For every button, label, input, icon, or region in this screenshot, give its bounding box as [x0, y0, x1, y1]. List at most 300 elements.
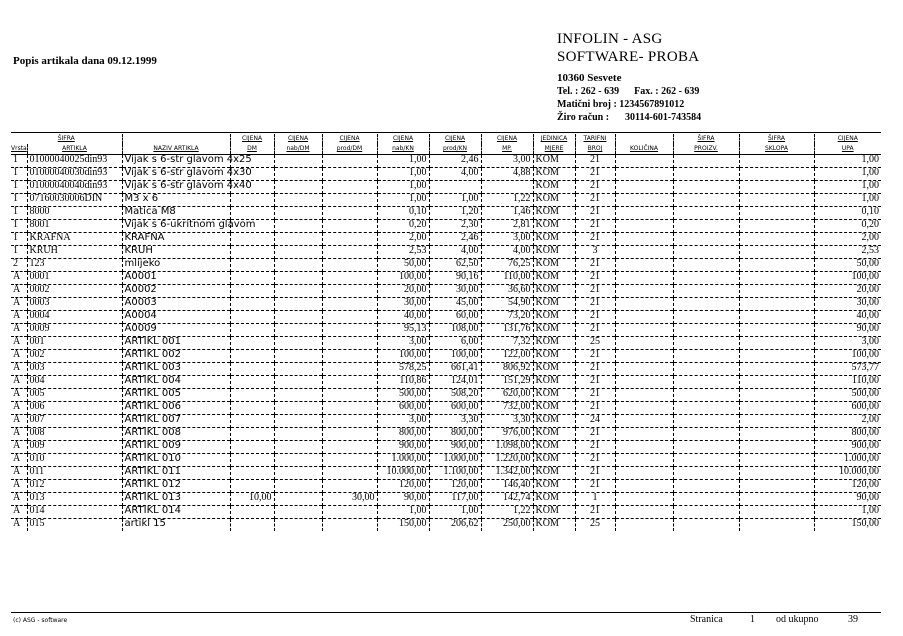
table-row	[11, 337, 881, 350]
cell-nab-kn: 100,00	[377, 350, 429, 363]
cell-sifra: 006	[27, 402, 122, 415]
cell-vrsta: 1	[11, 155, 27, 168]
cell-nab-kn: 3,00	[377, 337, 429, 350]
cell-dm	[230, 311, 274, 324]
cell-dm	[230, 415, 274, 428]
cell-vrsta: A	[11, 389, 27, 402]
cell-prod-dm	[322, 480, 377, 493]
cell-mp: 76,25	[481, 259, 533, 272]
cell-mjera: KOM	[533, 467, 575, 480]
cell-tarif: 21	[575, 259, 615, 272]
cell-tarif: 25	[575, 519, 615, 532]
cell-nab-dm	[274, 233, 322, 246]
cell-prod-dm	[322, 389, 377, 402]
table-row	[11, 454, 881, 467]
cell-nab-kn: 110,86	[377, 376, 429, 389]
table-row	[11, 428, 881, 441]
table-row	[11, 363, 881, 376]
cell-nab-dm	[274, 155, 322, 168]
cell-nab-dm	[274, 467, 322, 480]
cell-sifra: 07160030006DIN	[27, 194, 122, 207]
cell-proiz	[673, 415, 739, 428]
table-row	[11, 194, 881, 207]
cell-mjera: KOM	[533, 272, 575, 285]
cell-mjera: KOM	[533, 246, 575, 259]
cell-upa: 40,00	[814, 311, 881, 324]
cell-tarif: 21	[575, 233, 615, 246]
cell-nab-dm	[274, 428, 322, 441]
cell-nab-dm	[274, 337, 322, 350]
table-row	[11, 493, 881, 506]
cell-tarif: 21	[575, 441, 615, 454]
cell-sklop	[739, 467, 814, 480]
cell-sifra: 0001	[27, 272, 122, 285]
cell-sifra: 01000040025din93	[27, 155, 122, 168]
cell-mjera: KOM	[533, 415, 575, 428]
column-header-top	[122, 134, 230, 144]
cell-prod-dm	[322, 454, 377, 467]
cell-prod-dm	[322, 272, 377, 285]
cell-prod-dm: 30,00	[322, 493, 377, 506]
cell-upa: 573,77	[814, 363, 881, 376]
cell-upa: 2,53	[814, 246, 881, 259]
cell-vrsta: A	[11, 337, 27, 350]
column-header: SKLOPA	[739, 144, 814, 155]
column-header: prod/DM	[322, 144, 377, 155]
cell-sifra: 0004	[27, 311, 122, 324]
cell-prod-dm	[322, 350, 377, 363]
cell-tarif: 21	[575, 207, 615, 220]
cell-prod-kn: 6,00	[429, 337, 481, 350]
cell-proiz	[673, 168, 739, 181]
cell-vrsta: A	[11, 272, 27, 285]
cell-nab-dm	[274, 324, 322, 337]
cell-naziv: ARTIKL 004	[122, 376, 230, 389]
cell-naziv: Vijak s 6-str glavom 4x30	[122, 168, 230, 181]
cell-prod-dm	[322, 168, 377, 181]
cell-prod-kn: 100,00	[429, 350, 481, 363]
cell-proiz	[673, 363, 739, 376]
cell-kol	[615, 454, 673, 467]
cell-vrsta: A	[11, 402, 27, 415]
cell-mp: 36,60	[481, 285, 533, 298]
cell-prod-kn: 800,00	[429, 428, 481, 441]
cell-nab-dm	[274, 389, 322, 402]
column-header: Vrsta	[11, 144, 27, 155]
table-row	[11, 415, 881, 428]
company-name-line2: SOFTWARE- PROBA	[557, 49, 700, 65]
cell-naziv: Vijak s 6-str glavom 4x25	[122, 155, 230, 168]
cell-vrsta: A	[11, 285, 27, 298]
column-header-top: ŠIFRA	[673, 134, 739, 144]
cell-kol	[615, 402, 673, 415]
cell-sifra: 8001	[27, 220, 122, 233]
cell-upa: 90,00	[814, 493, 881, 506]
cell-prod-kn: 90,16	[429, 272, 481, 285]
cell-dm	[230, 194, 274, 207]
cell-nab-kn: 1,00	[377, 181, 429, 194]
cell-sklop	[739, 376, 814, 389]
cell-mp	[481, 181, 533, 194]
cell-vrsta: A	[11, 506, 27, 519]
cell-prod-dm	[322, 402, 377, 415]
cell-nab-dm	[274, 246, 322, 259]
cell-nab-kn: 100,00	[377, 272, 429, 285]
cell-mp: 3,30	[481, 415, 533, 428]
cell-mp: 7,32	[481, 337, 533, 350]
cell-sifra: 01000040040din93	[27, 181, 122, 194]
cell-nab-kn: 2,53	[377, 246, 429, 259]
cell-upa: 500,00	[814, 389, 881, 402]
column-header-top: CIJENA	[814, 134, 881, 144]
cell-tarif: 21	[575, 454, 615, 467]
cell-mp: 3,00	[481, 155, 533, 168]
cell-vrsta: A	[11, 454, 27, 467]
cell-nab-dm	[274, 181, 322, 194]
cell-sklop	[739, 207, 814, 220]
cell-proiz	[673, 493, 739, 506]
cell-tarif: 3	[575, 246, 615, 259]
cell-upa: 100,00	[814, 272, 881, 285]
cell-sklop	[739, 493, 814, 506]
table-row	[11, 376, 881, 389]
cell-nab-kn: 900,00	[377, 441, 429, 454]
cell-kol	[615, 506, 673, 519]
cell-kol	[615, 376, 673, 389]
cell-prod-kn: 1,00	[429, 506, 481, 519]
cell-naziv: Vijak s 6-str glavom 4x40	[122, 181, 230, 194]
cell-mp: 54,90	[481, 298, 533, 311]
cell-kol	[615, 493, 673, 506]
cell-kol	[615, 194, 673, 207]
company-ziro	[557, 111, 701, 124]
cell-vrsta: A	[11, 363, 27, 376]
cell-mp: 131,76	[481, 324, 533, 337]
cell-sklop	[739, 337, 814, 350]
cell-kol	[615, 233, 673, 246]
cell-prod-dm	[322, 246, 377, 259]
cell-mjera: KOM	[533, 155, 575, 168]
table-row	[11, 441, 881, 454]
cell-sklop	[739, 506, 814, 519]
column-header: KOLIČINA	[615, 144, 673, 155]
cell-sifra: 012	[27, 480, 122, 493]
cell-kol	[615, 428, 673, 441]
cell-proiz	[673, 233, 739, 246]
cell-nab-dm	[274, 363, 322, 376]
cell-upa: 50,00	[814, 259, 881, 272]
cell-prod-kn: 3,30	[429, 415, 481, 428]
cell-kol	[615, 168, 673, 181]
cell-mjera: KOM	[533, 168, 575, 181]
cell-upa: 0,10	[814, 207, 881, 220]
cell-naziv: ARTIKL 002	[122, 350, 230, 363]
cell-nab-dm	[274, 194, 322, 207]
cell-mp: 250,00	[481, 519, 533, 532]
company-name-line1: INFOLIN - ASG	[557, 31, 663, 47]
cell-sklop	[739, 194, 814, 207]
cell-upa: 900,00	[814, 441, 881, 454]
table-row	[11, 467, 881, 480]
cell-upa: 150,00	[814, 519, 881, 532]
cell-nab-kn: 0,10	[377, 207, 429, 220]
cell-prod-kn: 661,41	[429, 363, 481, 376]
cell-naziv: A0004	[122, 311, 230, 324]
cell-nab-kn: 1,00	[377, 168, 429, 181]
cell-mjera: KOM	[533, 285, 575, 298]
cell-upa: 2,00	[814, 415, 881, 428]
cell-kol	[615, 363, 673, 376]
cell-sklop	[739, 402, 814, 415]
cell-sifra: 0003	[27, 298, 122, 311]
cell-vrsta: A	[11, 480, 27, 493]
cell-prod-kn: 4,00	[429, 246, 481, 259]
column-header-top: CIJENA	[274, 134, 322, 144]
cell-nab-kn: 50,00	[377, 259, 429, 272]
table-row	[11, 389, 881, 402]
cell-nab-kn: 90,00	[377, 493, 429, 506]
cell-vrsta: 1	[11, 168, 27, 181]
cell-dm	[230, 389, 274, 402]
cell-sifra: 008	[27, 428, 122, 441]
cell-proiz	[673, 337, 739, 350]
cell-naziv: ARTIKL 009	[122, 441, 230, 454]
cell-sifra: KRUH	[27, 246, 122, 259]
cell-nab-dm	[274, 376, 322, 389]
cell-dm	[230, 259, 274, 272]
cell-nab-kn: 1,00	[377, 506, 429, 519]
cell-proiz	[673, 155, 739, 168]
cell-upa: 1.000,00	[814, 454, 881, 467]
cell-proiz	[673, 454, 739, 467]
cell-naziv: artikl 15	[122, 519, 230, 532]
cell-mjera: KOM	[533, 350, 575, 363]
cell-vrsta: 1	[11, 246, 27, 259]
cell-sklop	[739, 233, 814, 246]
cell-sklop	[739, 415, 814, 428]
cell-kol	[615, 311, 673, 324]
cell-prod-kn: 1,20	[429, 207, 481, 220]
cell-proiz	[673, 467, 739, 480]
cell-nab-dm	[274, 402, 322, 415]
table-row	[11, 155, 881, 168]
cell-prod-kn: 206,62	[429, 519, 481, 532]
cell-prod-kn: 60,00	[429, 311, 481, 324]
cell-vrsta: A	[11, 441, 27, 454]
column-header: MJERE	[533, 144, 575, 155]
ziro-label: Žiro račun :	[557, 112, 610, 123]
cell-proiz	[673, 324, 739, 337]
column-header: nab/DM	[274, 144, 322, 155]
cell-proiz	[673, 376, 739, 389]
cell-sifra: 002	[27, 350, 122, 363]
cell-dm	[230, 428, 274, 441]
cell-mp: 2,81	[481, 220, 533, 233]
table-row	[11, 350, 881, 363]
cell-mp: 4,00	[481, 246, 533, 259]
cell-vrsta: 1	[11, 233, 27, 246]
cell-dm	[230, 454, 274, 467]
cell-naziv: ARTIKL 003	[122, 363, 230, 376]
cell-nab-dm	[274, 506, 322, 519]
table-row	[11, 285, 881, 298]
column-header: prod/KN	[429, 144, 481, 155]
cell-sifra: 0009	[27, 324, 122, 337]
table-row	[11, 207, 881, 220]
cell-mjera: KOM	[533, 207, 575, 220]
cell-tarif: 21	[575, 272, 615, 285]
cell-sifra: 009	[27, 441, 122, 454]
cell-proiz	[673, 207, 739, 220]
cell-tarif: 21	[575, 181, 615, 194]
cell-nab-kn: 10.000,00	[377, 467, 429, 480]
cell-mjera: KOM	[533, 194, 575, 207]
cell-mjera: KOM	[533, 311, 575, 324]
cell-sklop	[739, 220, 814, 233]
cell-sifra: 8000	[27, 207, 122, 220]
cell-prod-dm	[322, 311, 377, 324]
table-row	[11, 311, 881, 324]
cell-sifra: 014	[27, 506, 122, 519]
cell-nab-dm	[274, 298, 322, 311]
cell-mp: 1,22	[481, 194, 533, 207]
table-row	[11, 272, 881, 285]
cell-vrsta: A	[11, 350, 27, 363]
cell-vrsta: A	[11, 311, 27, 324]
cell-mp: 732,00	[481, 402, 533, 415]
cell-sifra: 01000040030din93	[27, 168, 122, 181]
cell-mp: 1.220,00	[481, 454, 533, 467]
column-header: BROJ	[575, 144, 615, 155]
cell-mp: 73,20	[481, 311, 533, 324]
copyright: (c) ASG - software	[13, 617, 68, 624]
table-row	[11, 246, 881, 259]
table-row	[11, 259, 881, 272]
cell-nab-kn: 2,00	[377, 233, 429, 246]
cell-nab-dm	[274, 259, 322, 272]
cell-sklop	[739, 389, 814, 402]
cell-nab-kn: 3,00	[377, 415, 429, 428]
cell-sifra: 001	[27, 337, 122, 350]
column-header-top: CIJENA	[230, 134, 274, 144]
cell-sifra: 011	[27, 467, 122, 480]
header-row-top	[11, 134, 881, 144]
cell-prod-kn: 900,00	[429, 441, 481, 454]
cell-dm	[230, 272, 274, 285]
cell-mp: 1,46	[481, 207, 533, 220]
cell-dm	[230, 376, 274, 389]
cell-upa: 0,20	[814, 220, 881, 233]
cell-vrsta: 1	[11, 220, 27, 233]
column-header: MP.	[481, 144, 533, 155]
column-header: UPA	[814, 144, 881, 155]
cell-mjera: KOM	[533, 259, 575, 272]
cell-sklop	[739, 259, 814, 272]
cell-nab-kn: 800,00	[377, 428, 429, 441]
cell-prod-kn: 600,00	[429, 402, 481, 415]
cell-upa: 600,00	[814, 402, 881, 415]
cell-vrsta: A	[11, 493, 27, 506]
cell-nab-kn: 1,00	[377, 194, 429, 207]
table-row	[11, 298, 881, 311]
cell-sklop	[739, 428, 814, 441]
cell-sifra: 007	[27, 415, 122, 428]
cell-tarif: 25	[575, 337, 615, 350]
cell-mjera: KOM	[533, 363, 575, 376]
cell-dm	[230, 441, 274, 454]
cell-prod-kn	[429, 181, 481, 194]
cell-dm: 10,00	[230, 493, 274, 506]
cell-tarif: 21	[575, 168, 615, 181]
cell-prod-dm	[322, 220, 377, 233]
cell-vrsta: A	[11, 415, 27, 428]
cell-prod-kn: 124,01	[429, 376, 481, 389]
cell-proiz	[673, 272, 739, 285]
cell-prod-dm	[322, 207, 377, 220]
cell-dm	[230, 402, 274, 415]
table-body	[11, 155, 881, 532]
cell-naziv: KRUH	[122, 246, 230, 259]
cell-nab-dm	[274, 207, 322, 220]
cell-prod-dm	[322, 233, 377, 246]
cell-kol	[615, 480, 673, 493]
cell-mjera: KOM	[533, 220, 575, 233]
cell-mjera: KOM	[533, 493, 575, 506]
cell-upa: 100,00	[814, 350, 881, 363]
cell-tarif: 1	[575, 493, 615, 506]
cell-tarif: 21	[575, 376, 615, 389]
cell-prod-dm	[322, 181, 377, 194]
cell-proiz	[673, 311, 739, 324]
cell-vrsta: A	[11, 376, 27, 389]
column-header: PROIZV.	[673, 144, 739, 155]
ziro-value: 30114-601-743584	[625, 112, 702, 123]
cell-mp: 976,00	[481, 428, 533, 441]
cell-dm	[230, 233, 274, 246]
cell-sklop	[739, 246, 814, 259]
total-pages: 39	[848, 614, 858, 625]
cell-mjera: KOM	[533, 324, 575, 337]
cell-nab-kn: 95,13	[377, 324, 429, 337]
cell-prod-kn: 117,00	[429, 493, 481, 506]
cell-nab-dm	[274, 350, 322, 363]
cell-prod-dm	[322, 285, 377, 298]
cell-sklop	[739, 298, 814, 311]
cell-nab-kn: 20,00	[377, 285, 429, 298]
table-header	[11, 134, 881, 155]
cell-kol	[615, 519, 673, 532]
cell-naziv: ARTIKL 006	[122, 402, 230, 415]
cell-mp: 1.342,00	[481, 467, 533, 480]
cell-upa: 1,00	[814, 194, 881, 207]
cell-prod-kn: 2,30	[429, 220, 481, 233]
cell-prod-dm	[322, 363, 377, 376]
cell-mjera: KOM	[533, 480, 575, 493]
cell-nab-kn: 600,00	[377, 402, 429, 415]
cell-kol	[615, 259, 673, 272]
cell-sifra: 123	[27, 259, 122, 272]
cell-prod-dm	[322, 519, 377, 532]
table-row	[11, 220, 881, 233]
cell-prod-kn: 1.000,00	[429, 454, 481, 467]
cell-naziv: ARTIKL 012	[122, 480, 230, 493]
cell-sklop	[739, 285, 814, 298]
cell-nab-dm	[274, 168, 322, 181]
cell-sifra: 005	[27, 389, 122, 402]
cell-dm	[230, 506, 274, 519]
cell-prod-kn: 508,20	[429, 389, 481, 402]
cell-sklop	[739, 168, 814, 181]
